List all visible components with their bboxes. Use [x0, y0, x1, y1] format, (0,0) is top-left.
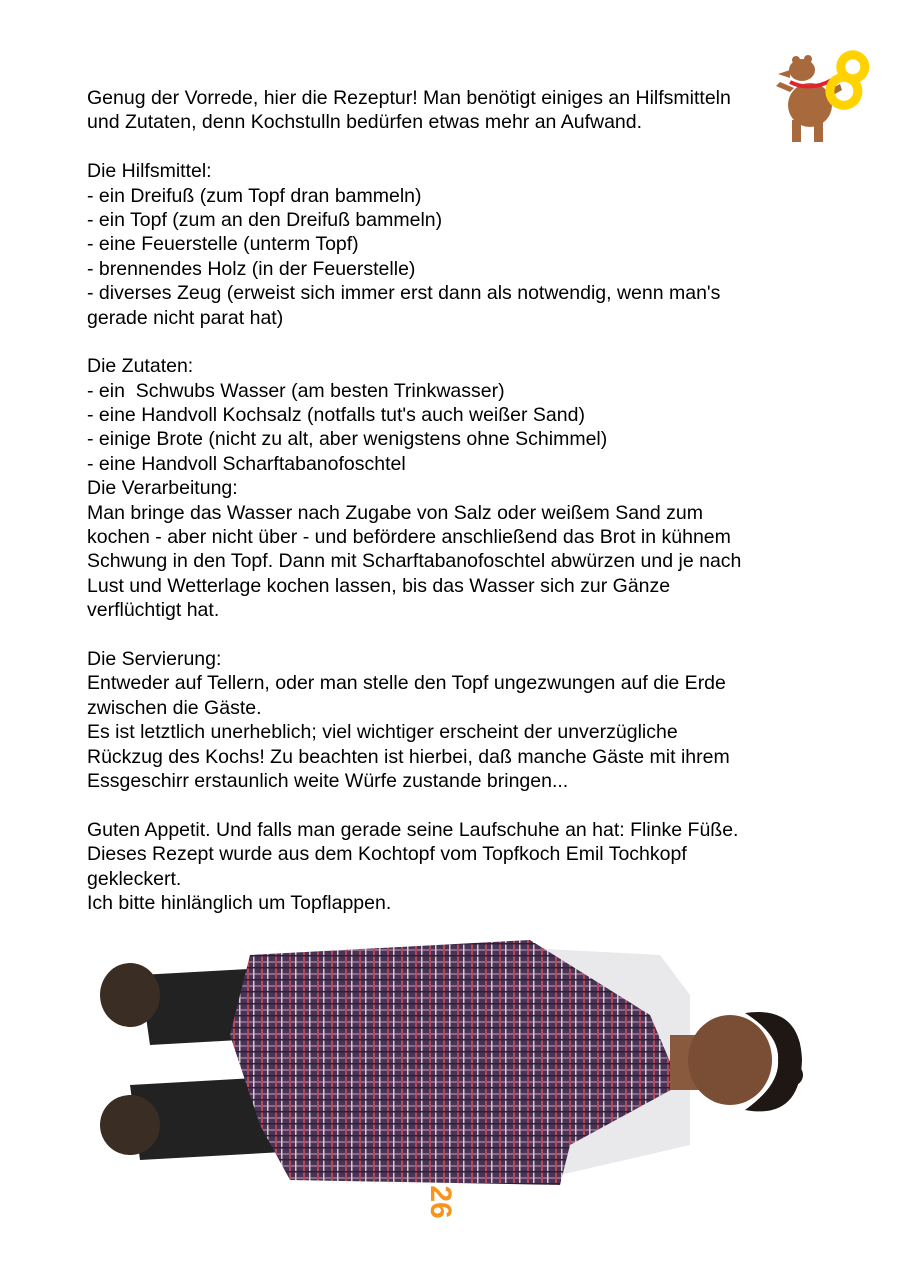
- text-line: Guten Appetit. Und falls man gerade seine Laufschuhe an hat: Flinke Füße.: [87, 818, 739, 841]
- text-line: zwischen die Gäste.: [87, 696, 262, 719]
- text-line: Rückzug des Kochs! Zu beachten ist hierbei, daß manche Gäste mit ihrem: [87, 745, 730, 768]
- text-line: Dieses Rezept wurde aus dem Kochtopf vom Topfkoch Emil Tochkopf: [87, 843, 687, 866]
- list-item: - eine Handvoll Scharftabanofoschtel: [87, 452, 406, 475]
- text-line: Es ist letztlich unerheblich; viel wichtiger erscheint der unverzügliche: [87, 721, 678, 744]
- list-item: - eine Feuerstelle (unterm Topf): [87, 233, 359, 256]
- section-heading: Die Verarbeitung:: [87, 477, 238, 500]
- text-line: gekleckert.: [87, 867, 182, 890]
- text-line: Genug der Vorrede, hier die Rezeptur! Man benötigt einiges an Hilfsmitteln: [87, 87, 731, 109]
- list-item: - ein Topf (zum an den Dreifuß bammeln): [87, 208, 443, 231]
- text-line: Essgeschirr erstaunlich weite Würfe zustande bringen...: [87, 769, 569, 792]
- list-item: - ein Dreifuß (zum Topf dran bammeln): [87, 184, 422, 207]
- text-line: Man bringe das Wasser nach Zugabe von Salz oder weißem Sand zum: [87, 501, 704, 524]
- list-item: - eine Handvoll Kochsalz (notfalls tut's auch weißer Sand): [87, 404, 585, 427]
- intro-paragraph: [87, 86, 827, 135]
- tools-section: [87, 159, 827, 330]
- serving-section: [87, 647, 827, 793]
- recipe-text: [87, 86, 827, 915]
- list-item: - diverses Zeug (erweist sich immer erst dann als notwendig, wenn man's: [87, 282, 721, 305]
- text-line: und Zutaten, denn Kochstulln bedürfen etwas mehr an Aufwand.: [87, 111, 643, 134]
- list-item: - ein Schwubs Wasser (am besten Trinkwasser): [87, 379, 505, 402]
- text-line: Lust und Wetterlage kochen lassen, bis das Wasser sich zur Gänze: [87, 574, 671, 597]
- text-line: Entweder auf Tellern, oder man stelle den Topf ungezwungen auf die Erde: [87, 672, 726, 695]
- page-number: 26: [424, 1185, 457, 1219]
- text-line: Ich bitte hinlänglich um Topflappen.: [87, 891, 392, 914]
- list-item: gerade nicht parat hat): [87, 306, 284, 329]
- section-heading: Die Servierung:: [87, 647, 222, 670]
- text-line: kochen - aber nicht über - und befördere anschließend das Brot in kühnem: [87, 526, 731, 549]
- text-line: verflüchtigt hat.: [87, 599, 220, 622]
- section-heading: Die Hilfsmittel:: [87, 160, 212, 183]
- ingredients-section: [87, 354, 827, 622]
- cook-photo: [90, 935, 810, 1190]
- list-item: - brennendes Holz (in der Feuerstelle): [87, 257, 416, 280]
- closing-section: [87, 818, 827, 916]
- text-line: Schwung in den Topf. Dann mit Scharftabanofoschtel abwürzen und je nach: [87, 550, 742, 573]
- list-item: - einige Brote (nicht zu alt, aber wenigstens ohne Schimmel): [87, 428, 608, 451]
- section-heading: Die Zutaten:: [87, 355, 194, 378]
